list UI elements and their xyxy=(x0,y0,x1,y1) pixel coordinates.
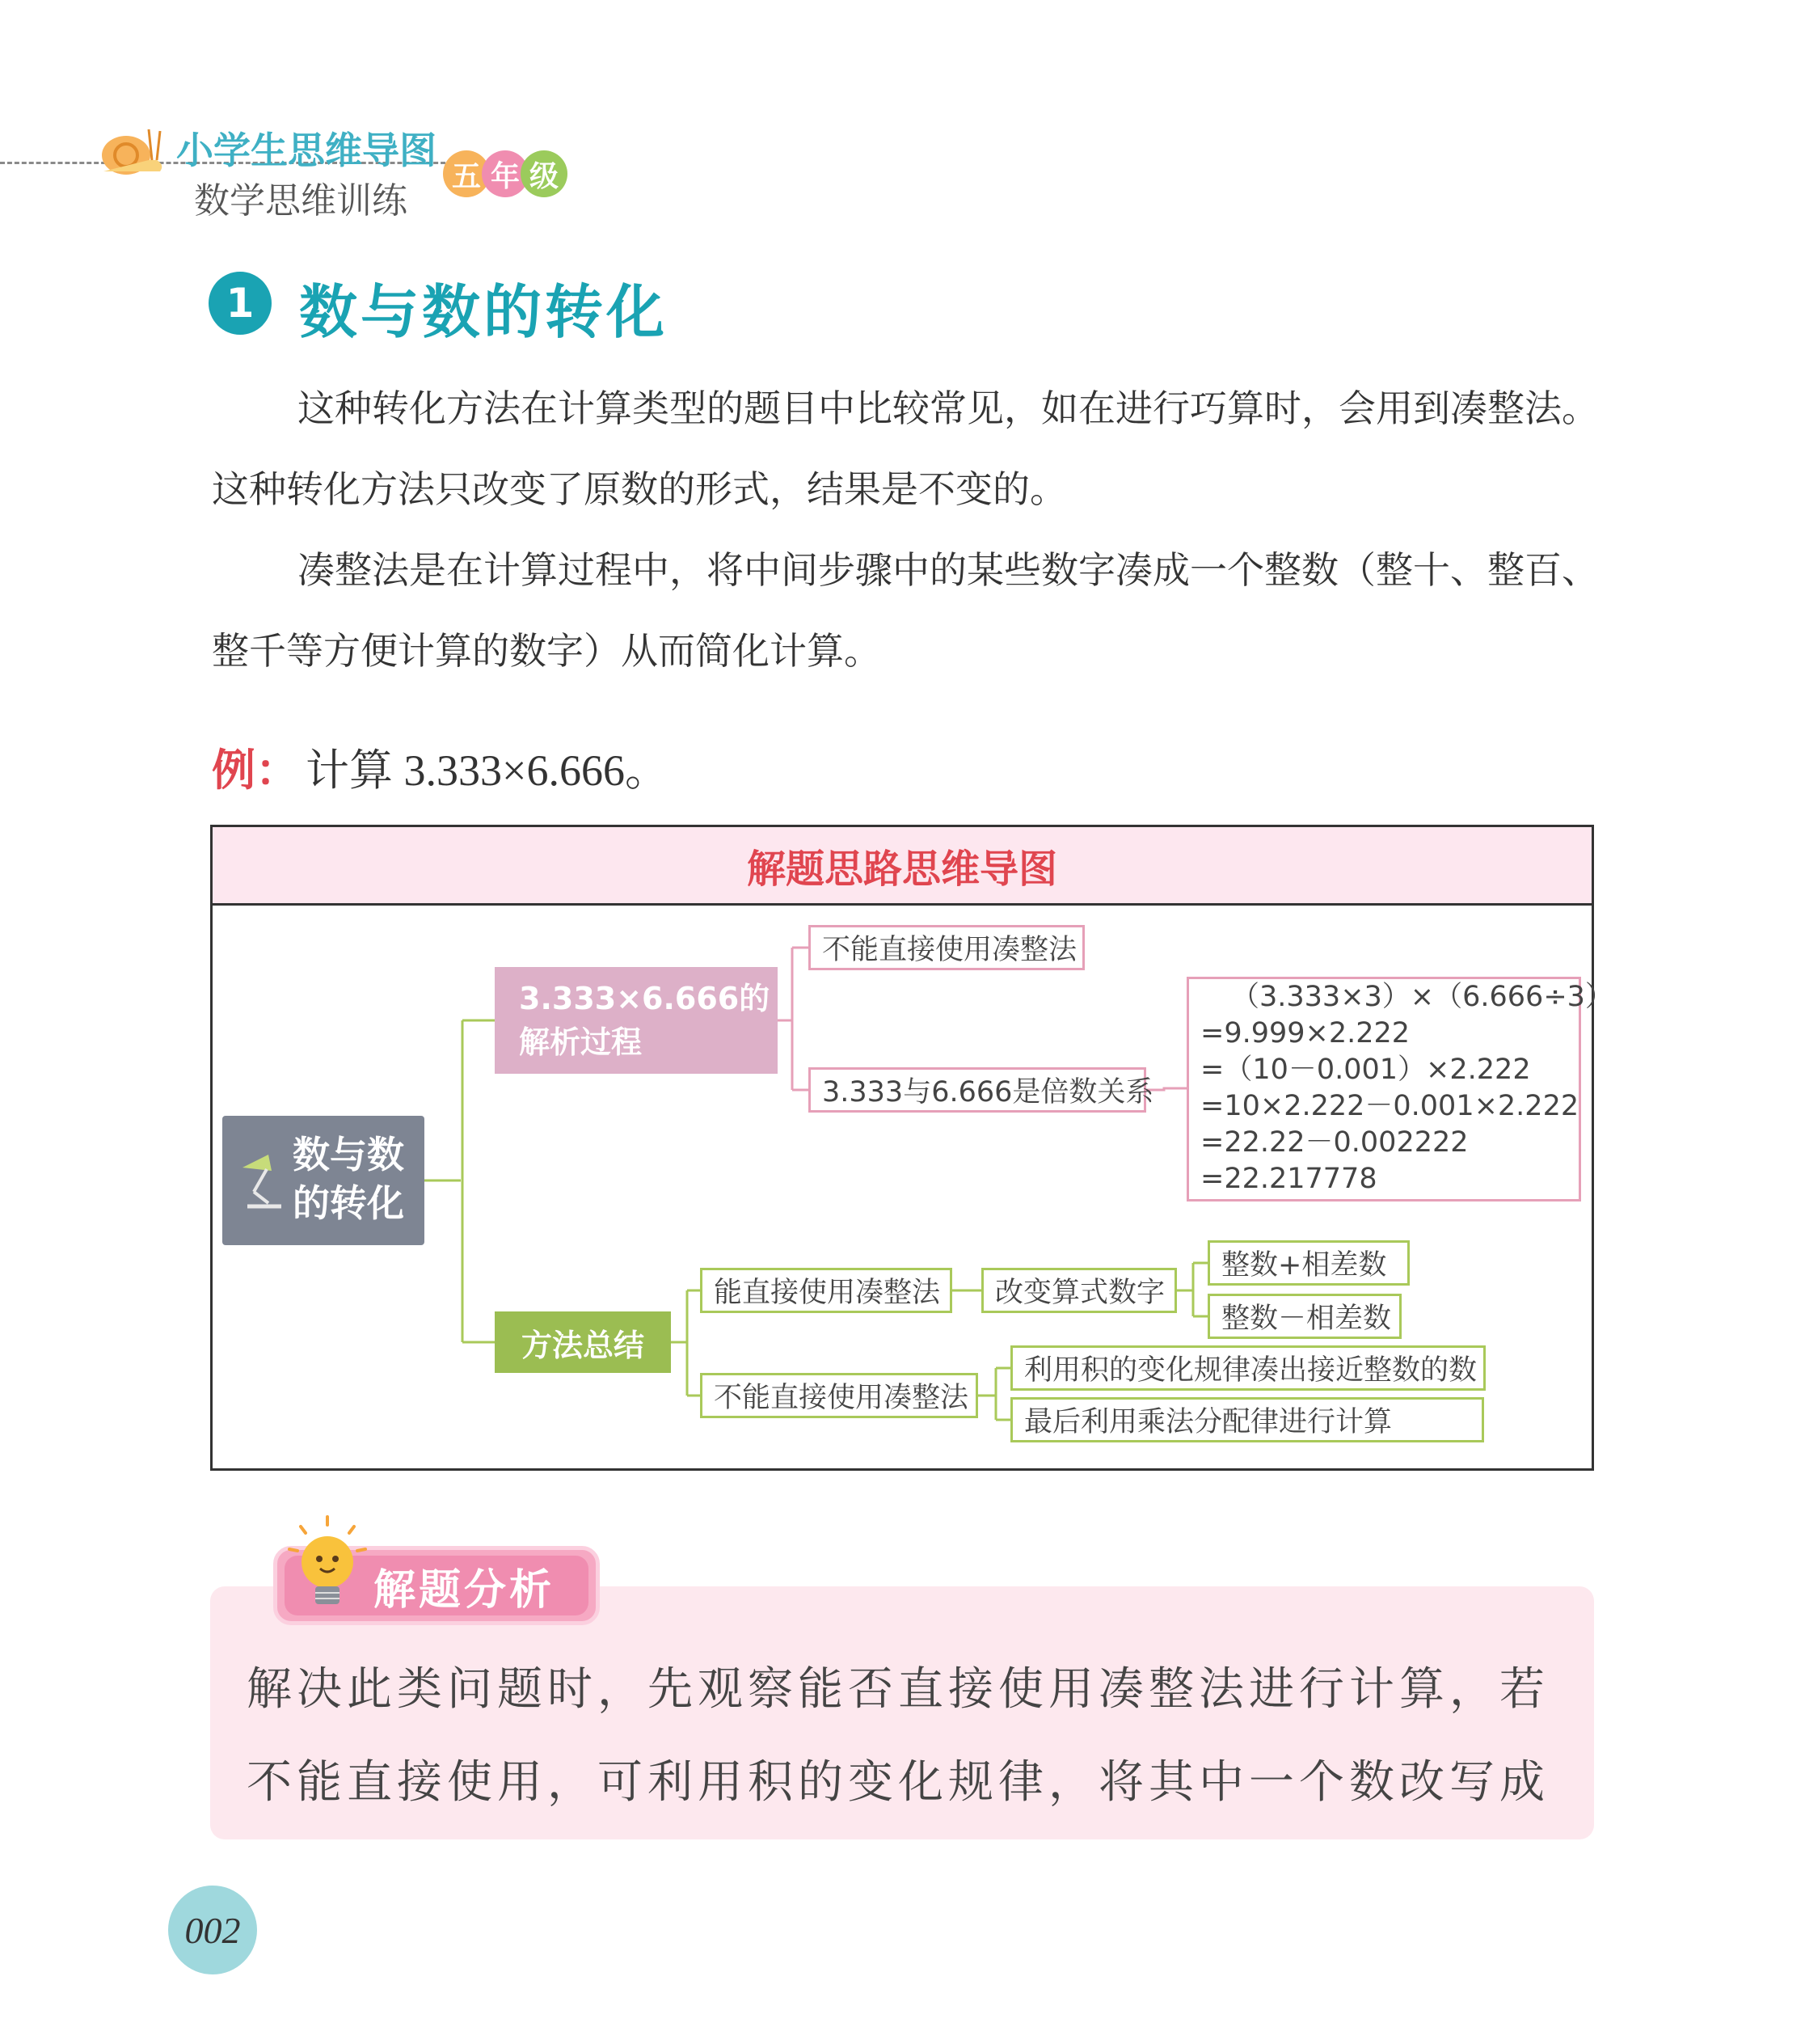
page-number-badge xyxy=(168,1886,257,1974)
mindmap-title: 解题思路思维导图 xyxy=(746,846,1057,892)
node-distributive-law: 最后利用乘法分配律进行计算 xyxy=(1010,1397,1484,1442)
node-analysis-process: 3.333×6.666的解析过程 xyxy=(495,967,778,1074)
grade-char-3: 级 xyxy=(521,150,567,197)
node-can-direct: 能直接使用凑整法 xyxy=(700,1268,952,1313)
node-cannot-direct-2: 不能直接使用凑整法 xyxy=(700,1373,978,1418)
calc-line-3: =（10－0.001）×2.222 xyxy=(1200,1054,1531,1086)
example-label: 例： xyxy=(212,745,299,796)
node-change-numbers: 改变算式数字 xyxy=(981,1268,1177,1313)
node-multiple-relation: 3.333与6.666是倍数关系 xyxy=(808,1067,1146,1113)
lightbulb-icon xyxy=(283,1514,372,1619)
calculation-box xyxy=(1187,977,1613,1201)
analysis-line-2: 不能直接使用，可利用积的变化规律，将其中一个数改写成 xyxy=(247,1756,1550,1809)
calc-line-1: （3.333×3）×（6.666÷3） xyxy=(1231,981,1613,1013)
node-cannot-direct: 不能直接使用凑整法 xyxy=(808,925,1085,970)
node-method-summary: 方法总结 xyxy=(495,1311,671,1373)
paragraph-1: 这种转化方法在计算类型的题目中比较常见，如在进行巧算时，会用到凑整法。这种转化方法只改变了原数的形式，结果是不变的。 xyxy=(212,386,1599,511)
analysis-tag-label: 解题分析 xyxy=(373,1565,555,1615)
node-integer-minus-diff: 整数－相差数 xyxy=(1208,1294,1402,1339)
calc-line-6: =22.217778 xyxy=(1200,1163,1377,1195)
grade-char-1: 五 xyxy=(443,150,490,197)
grade-char-2: 年 xyxy=(482,150,529,197)
node-product-rule: 利用积的变化规律凑出接近整数的数 xyxy=(1010,1345,1486,1391)
page-number: 002 xyxy=(184,1909,241,1951)
calc-line-5: =22.22－0.002222 xyxy=(1200,1126,1469,1159)
calc-line-4: =10×2.222－0.001×2.222 xyxy=(1200,1090,1579,1122)
series-subtitle: 数学思维训练 xyxy=(194,180,407,222)
section-number-badge: 1 xyxy=(209,272,272,335)
node-integer-plus-diff: 整数+相差数 xyxy=(1208,1240,1410,1286)
analysis-line-1: 解决此类问题时，先观察能否直接使用凑整法进行计算，若 xyxy=(247,1663,1550,1716)
calc-line-2: =9.999×2.222 xyxy=(1200,1017,1411,1049)
section-title: 数与数的转化 xyxy=(299,278,668,346)
paragraph-2: 凑整法是在计算过程中，将中间步骤中的某些数字凑成一个整数（整十、整百、整千等方便计算的数字）从而简化计算。 xyxy=(212,548,1599,673)
series-title: 小学生思维导图 xyxy=(176,129,436,172)
mindmap-center-label: 数与数的转化 xyxy=(293,1133,404,1225)
desk-lamp-icon xyxy=(236,1150,293,1214)
example-text: 计算 3.333×6.666。 xyxy=(306,746,668,795)
